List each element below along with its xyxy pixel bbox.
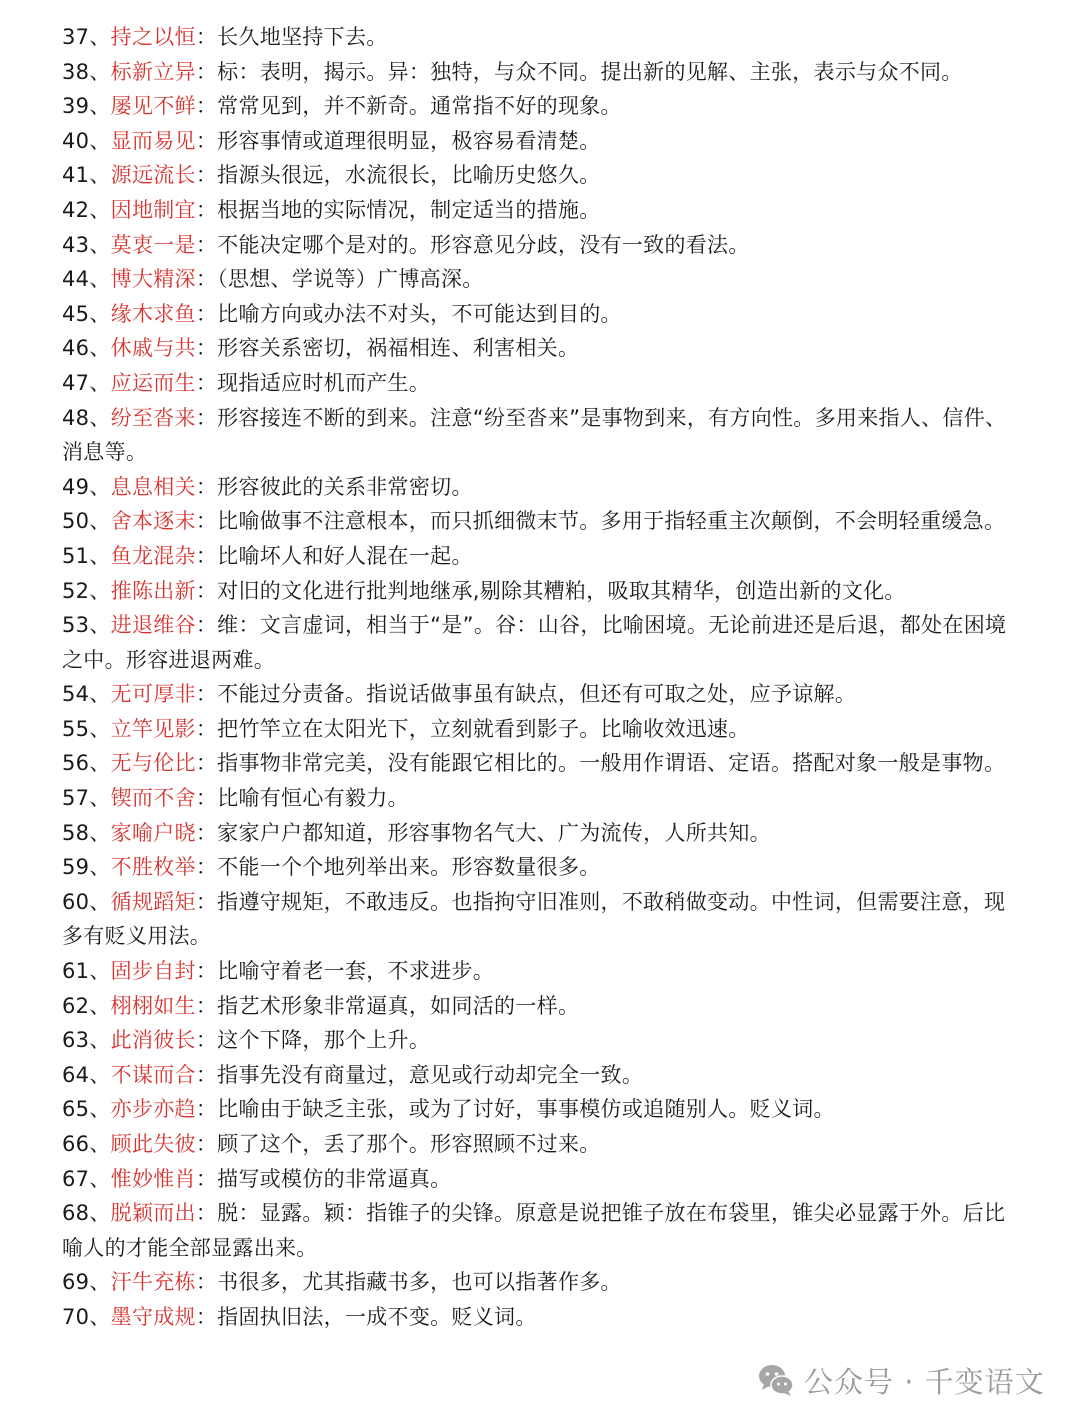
entry-colon: ：: [195, 613, 218, 638]
entry-separator: 、: [89, 993, 111, 1018]
entry-colon: ：: [195, 1028, 218, 1053]
entry-colon: ：: [195, 301, 218, 326]
idiom-entry: [62, 608, 1022, 677]
entry-separator: 、: [89, 336, 111, 361]
entry-separator: 、: [89, 1304, 111, 1329]
entry-separator: 、: [89, 1097, 111, 1122]
idiom-entry: [62, 20, 1022, 55]
idiom-term: 持之以恒: [110, 25, 196, 49]
idiom-definition: （思想、学说等）广博高深。: [217, 267, 484, 292]
entry-separator: 、: [89, 1270, 111, 1295]
entry-colon: ：: [195, 578, 218, 603]
entry-separator: 、: [89, 1028, 111, 1053]
idiom-term: 鱼龙混杂: [110, 543, 196, 568]
entry-colon: ：: [195, 509, 218, 534]
idiom-entry: [62, 228, 1022, 263]
idiom-entry: [62, 55, 1022, 90]
idiom-definition: 长久地坚持下去。: [217, 25, 388, 49]
idiom-definition: 比喻做事不注意根本，而只抓细微末节。多用于指轻重主次颠倒，不会明轻重缓急。: [217, 509, 1006, 534]
idiom-term: 家喻户晓: [110, 820, 196, 845]
idiom-entry: [62, 885, 1022, 954]
idiom-term: 墨守成规: [110, 1304, 196, 1329]
entry-number: 39: [62, 94, 90, 119]
idiom-entry: [62, 1058, 1022, 1093]
entry-separator: 、: [89, 578, 111, 603]
entry-separator: 、: [89, 232, 111, 257]
idiom-term: 栩栩如生: [110, 993, 196, 1018]
idiom-definition: 对旧的文化进行批判地继承,剔除其糟粕，吸取其精华，创造出新的文化。: [217, 578, 906, 603]
entry-colon: ：: [195, 128, 218, 153]
idiom-definition: 不能决定哪个是对的。形容意见分歧，没有一致的看法。: [217, 232, 750, 257]
idiom-term: 不谋而合: [110, 1062, 196, 1087]
entry-separator: 、: [89, 959, 111, 984]
idiom-definition: 现指适应时机而产生。: [217, 370, 431, 395]
idiom-entry: [62, 1092, 1022, 1127]
idiom-definition: 指固执旧法，一成不变。贬义词。: [217, 1304, 537, 1329]
entry-number: 49: [62, 474, 90, 499]
idiom-entry: [62, 1196, 1022, 1265]
entry-separator: 、: [89, 1201, 111, 1226]
idiom-term: 惟妙惟肖: [110, 1166, 196, 1191]
entry-colon: ：: [195, 94, 218, 119]
idiom-definition: 指事先没有商量过，意见或行动却完全一致。: [217, 1062, 644, 1087]
entry-colon: ：: [195, 197, 218, 222]
entry-separator: 、: [89, 855, 111, 880]
idiom-definition: 不能一个个地列举出来。形容数量很多。: [217, 855, 601, 880]
idiom-entry: [62, 989, 1022, 1024]
entry-number: 45: [62, 301, 90, 326]
idiom-entry: [62, 539, 1022, 574]
idiom-entry: [62, 1023, 1022, 1058]
entry-separator: 、: [89, 128, 111, 153]
entry-number: 65: [62, 1097, 90, 1122]
entry-number: 52: [62, 578, 90, 603]
idiom-entry: [62, 574, 1022, 609]
idiom-entry: [62, 158, 1022, 193]
idiom-term: 显而易见: [110, 128, 196, 153]
entry-colon: ：: [195, 889, 218, 914]
idiom-entry: [62, 262, 1022, 297]
entry-colon: ：: [195, 1166, 218, 1191]
entry-separator: 、: [89, 25, 111, 49]
entry-number: 60: [62, 889, 90, 914]
idiom-definition: 描写或模仿的非常逼真。: [217, 1166, 452, 1191]
idiom-term: 脱颖而出: [110, 1201, 196, 1226]
entry-colon: ：: [195, 267, 218, 292]
idiom-term: 顾此失彼: [110, 1132, 196, 1156]
idiom-definition: 指艺术形象非常逼真，如同活的一样。: [217, 993, 580, 1018]
entry-number: 53: [62, 613, 90, 638]
idiom-definition: 比喻由于缺乏主张，或为了讨好，事事模仿或追随别人。贬义词。: [217, 1097, 835, 1122]
entry-separator: 、: [89, 301, 111, 326]
idiom-entry: [62, 331, 1022, 366]
idiom-definition: 形容彼此的关系非常密切。: [217, 474, 473, 499]
entry-number: 51: [62, 543, 90, 568]
idiom-term: 屡见不鲜: [110, 94, 196, 119]
idiom-term: 进退维谷: [110, 613, 196, 638]
idiom-term: 因地制宜: [110, 197, 196, 222]
idiom-entry: [62, 124, 1022, 159]
entry-separator: 、: [89, 751, 111, 776]
idiom-term: 亦步亦趋: [110, 1097, 196, 1122]
entry-separator: 、: [89, 889, 111, 914]
idiom-definition: 根据当地的实际情况，制定适当的措施。: [217, 197, 601, 222]
idiom-entry: [62, 1127, 1022, 1162]
idiom-entry: [62, 954, 1022, 989]
entry-separator: 、: [89, 59, 111, 84]
entry-number: 50: [62, 509, 90, 534]
entry-separator: 、: [89, 405, 111, 430]
idiom-term: 应运而生: [110, 370, 196, 395]
idiom-definition: 维：文言虚词，相当于“是”。谷：山谷，比喻困境。无论前进还是后退，都处在困境之中。形容进退两难。: [62, 613, 1007, 672]
idiom-entry: [62, 297, 1022, 332]
entry-colon: ：: [195, 1201, 218, 1226]
watermark-text: 公众号 · 千变语文: [804, 1364, 1045, 1399]
entry-colon: ：: [195, 163, 218, 188]
entry-colon: ：: [195, 336, 218, 361]
idiom-definition: 常常见到，并不新奇。通常指不好的现象。: [217, 94, 622, 119]
idiom-entry: [62, 816, 1022, 851]
entry-separator: 、: [89, 267, 111, 292]
entry-number: 67: [62, 1166, 90, 1191]
entry-colon: ：: [195, 474, 218, 499]
idiom-entry: [62, 89, 1022, 124]
entry-colon: ：: [195, 370, 218, 395]
entry-separator: 、: [89, 682, 111, 707]
entry-number: 66: [62, 1132, 90, 1156]
idiom-definition: 顾了这个，丢了那个。形容照顾不过来。: [217, 1132, 601, 1156]
idiom-entry: [62, 712, 1022, 747]
entry-colon: ：: [195, 59, 218, 84]
idiom-definition: 把竹竿立在太阳光下，立刻就看到影子。比喻收效迅速。: [217, 716, 750, 741]
idiom-list: [62, 20, 1022, 1335]
entry-number: 57: [62, 786, 90, 811]
idiom-entry: [62, 850, 1022, 885]
idiom-term: 无与伦比: [110, 751, 196, 776]
entry-number: 68: [62, 1201, 90, 1226]
idiom-definition: 比喻方向或办法不对头，不可能达到目的。: [217, 301, 622, 326]
entry-colon: ：: [195, 1270, 218, 1295]
entry-number: 69: [62, 1270, 90, 1295]
idiom-term: 源远流长: [110, 163, 196, 188]
idiom-entry: [62, 677, 1022, 712]
idiom-term: 标新立异: [110, 59, 196, 84]
idiom-entry: [62, 470, 1022, 505]
idiom-term: 博大精深: [110, 267, 196, 292]
entry-separator: 、: [89, 786, 111, 811]
entry-number: 55: [62, 716, 90, 741]
entry-number: 46: [62, 336, 90, 361]
entry-colon: ：: [195, 1132, 218, 1156]
entry-number: 41: [62, 163, 90, 188]
idiom-term: 固步自封: [110, 959, 196, 984]
idiom-term: 莫衷一是: [110, 232, 196, 257]
idiom-definition: 比喻有恒心有毅力。: [217, 786, 409, 811]
entry-number: 59: [62, 855, 90, 880]
entry-colon: ：: [195, 786, 218, 811]
entry-number: 47: [62, 370, 90, 395]
idiom-term: 无可厚非: [110, 682, 196, 707]
idiom-entry: [62, 504, 1022, 539]
idiom-entry: [62, 366, 1022, 401]
idiom-term: 立竿见影: [110, 716, 196, 741]
idiom-definition: 比喻坏人和好人混在一起。: [217, 543, 473, 568]
entry-number: 61: [62, 959, 90, 984]
entry-colon: ：: [195, 716, 218, 741]
entry-separator: 、: [89, 543, 111, 568]
idiom-entry: [62, 1300, 1022, 1335]
idiom-definition: 指事物非常完美，没有能跟它相比的。一般用作谓语、定语。搭配对象一般是事物。: [217, 751, 1006, 776]
entry-number: 56: [62, 751, 90, 776]
entry-separator: 、: [89, 197, 111, 222]
idiom-definition: 形容关系密切，祸福相连、利害相关。: [217, 336, 580, 361]
idiom-entry: [62, 781, 1022, 816]
entry-separator: 、: [89, 94, 111, 119]
entry-colon: ：: [195, 405, 218, 430]
entry-number: 44: [62, 267, 90, 292]
idiom-definition: 形容接连不断的到来。注意“纷至沓来”是事物到来，有方向性。多用来指人、信件、消息等。: [62, 405, 1007, 465]
idiom-definition: 标：表明，揭示。异：独特，与众不同。提出新的见解、主张，表示与众不同。: [217, 59, 963, 84]
entry-separator: 、: [89, 716, 111, 741]
entry-colon: ：: [195, 1062, 218, 1087]
idiom-term: 不胜枚举: [110, 855, 196, 880]
entry-number: 64: [62, 1062, 90, 1087]
idiom-entry: [62, 193, 1022, 228]
entry-separator: 、: [89, 820, 111, 845]
idiom-term: 循规蹈矩: [110, 889, 196, 914]
entry-number: 43: [62, 232, 90, 257]
idiom-definition: 脱：显露。颖：指锥子的尖锋。原意是说把锥子放在布袋里，锥尖必显露于外。后比喻人的才能全部显露出来。: [62, 1201, 1006, 1260]
idiom-term: 汗牛充栋: [110, 1270, 196, 1295]
idiom-entry: [62, 1265, 1022, 1300]
idiom-term: 舍本逐末: [110, 509, 196, 534]
idiom-definition: 家家户户都知道，形容事物名气大、广为流传，人所共知。: [217, 820, 771, 845]
entry-number: 54: [62, 682, 90, 707]
entry-colon: ：: [195, 959, 218, 984]
idiom-term: 纷至沓来: [110, 405, 196, 430]
entry-number: 58: [62, 820, 90, 845]
idiom-definition: 这个下降，那个上升。: [217, 1028, 431, 1053]
idiom-term: 缘木求鱼: [110, 301, 196, 326]
entry-colon: ：: [195, 1304, 218, 1329]
entry-colon: ：: [195, 855, 218, 880]
idiom-definition: 指遵守规矩，不敢违反。也指拘守旧准则，不敢稍做变动。中性词，但需要注意，现多有贬义用法。: [62, 889, 1006, 949]
entry-colon: ：: [195, 993, 218, 1018]
entry-colon: ：: [195, 543, 218, 568]
entry-separator: 、: [89, 163, 111, 188]
entry-colon: ：: [195, 682, 218, 707]
idiom-definition: 不能过分责备。指说话做事虽有缺点，但还有可取之处，应予谅解。: [217, 682, 857, 707]
idiom-entry: [62, 1162, 1022, 1197]
idiom-entry: [62, 401, 1022, 470]
entry-colon: ：: [195, 232, 218, 257]
entry-number: 42: [62, 197, 90, 222]
wechat-icon: [758, 1363, 794, 1397]
entry-separator: 、: [89, 1132, 111, 1156]
watermark: [758, 1360, 1045, 1400]
entry-number: 63: [62, 1028, 90, 1053]
entry-number: 37: [62, 25, 90, 49]
idiom-entry: [62, 746, 1022, 781]
entry-number: 62: [62, 993, 90, 1018]
entry-separator: 、: [89, 474, 111, 499]
idiom-definition: 指源头很远，水流很长，比喻历史悠久。: [217, 163, 601, 188]
entry-separator: 、: [89, 613, 111, 638]
idiom-term: 此消彼长: [110, 1028, 196, 1053]
idiom-term: 息息相关: [110, 474, 196, 499]
idiom-term: 锲而不舍: [110, 786, 196, 811]
entry-number: 38: [62, 59, 90, 84]
idiom-term: 休戚与共: [110, 336, 196, 361]
entry-separator: 、: [89, 509, 111, 534]
idiom-definition: 比喻守着老一套，不求进步。: [217, 959, 495, 984]
idiom-definition: 形容事情或道理很明显，极容易看清楚。: [217, 128, 601, 153]
entry-colon: ：: [195, 1097, 218, 1122]
entry-number: 70: [62, 1304, 90, 1329]
entry-separator: 、: [89, 370, 111, 395]
idiom-term: 推陈出新: [110, 578, 196, 603]
entry-number: 48: [62, 405, 90, 430]
entry-colon: ：: [195, 25, 218, 49]
entry-colon: ：: [195, 820, 218, 845]
idiom-definition: 书很多，尤其指藏书多，也可以指著作多。: [217, 1270, 622, 1295]
entry-separator: 、: [89, 1166, 111, 1191]
entry-colon: ：: [195, 751, 218, 776]
entry-number: 40: [62, 128, 90, 153]
entry-separator: 、: [89, 1062, 111, 1087]
